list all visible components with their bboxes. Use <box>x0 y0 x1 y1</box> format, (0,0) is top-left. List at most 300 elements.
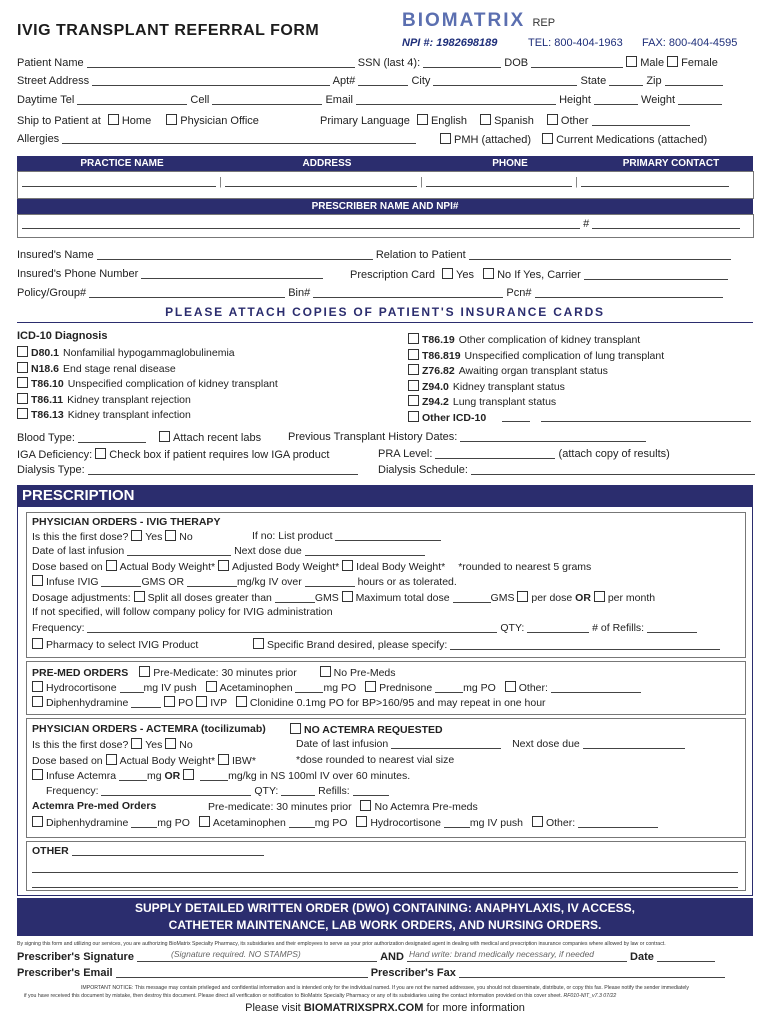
other-language-checkbox[interactable] <box>547 114 558 125</box>
hydrocortisone-field[interactable] <box>120 682 144 693</box>
icd-right-checkbox[interactable] <box>408 380 419 391</box>
female-checkbox[interactable] <box>667 56 678 67</box>
first-no-label: No <box>179 531 193 543</box>
icd-right-desc: Unspecified complication of lung transplant <box>464 349 665 362</box>
iga-checkbox[interactable] <box>95 448 106 459</box>
blood-type-label: Blood Type: <box>17 432 75 444</box>
prednisone-label: Prednisone <box>379 682 433 694</box>
max-total-field[interactable] <box>453 592 491 603</box>
clonidine-checkbox[interactable] <box>236 696 247 707</box>
icd-right-desc: Kidney transplant status <box>452 380 565 393</box>
tolerated-label: hours or as tolerated. <box>357 576 457 588</box>
last-infusion-field[interactable] <box>127 545 231 556</box>
allergies-field[interactable] <box>62 133 416 144</box>
no-premeds-label: No Pre-Meds <box>333 667 396 679</box>
pra-label: PRA Level: <box>378 448 433 460</box>
date-field[interactable] <box>657 951 715 962</box>
icd-right-code: Other ICD-10 <box>422 411 487 424</box>
act-last-infusion-row <box>296 738 685 750</box>
act-diphenhydramine-label: Diphenhydramine <box>46 817 129 829</box>
rx-card-yes-checkbox[interactable] <box>442 268 453 279</box>
consent-text: By signing this form and utilizing our services, you are authorizing BioMatrix Specialty Pharmacy, its subsidiaries and their employees to serve as your prior authorization designated agent in dealing with medical and prescription insurance companies where allowed by law or contract. <box>17 941 666 947</box>
transplant-history-row <box>288 431 646 443</box>
icd-left-desc: Nonfamilial hypogammaglobulinemia <box>63 347 235 359</box>
icd-right-desc: Awaiting organ transplant status <box>458 365 608 377</box>
adjusted-weight-label: Adjusted Body Weight* <box>232 561 340 573</box>
important-notice-1: IMPORTANT NOTICE: This message may contain privileged and confidential information and is intended only for the individual named. If you are not the named addressee, you should not disseminate, distribute, or copy this fax. Please notify the sender immediately <box>80 985 690 991</box>
frequency-field[interactable] <box>87 622 497 633</box>
other-field-3[interactable] <box>32 877 738 888</box>
state-field[interactable] <box>609 75 643 86</box>
practice-name-header: PRACTICE NAME <box>80 158 164 169</box>
daytime-tel-label: Daytime Tel <box>17 94 75 106</box>
frequency-label: Frequency: <box>32 622 85 634</box>
icd-right-item <box>408 349 664 365</box>
language-row <box>320 114 690 127</box>
policy-row <box>17 287 723 299</box>
pmh-checkbox[interactable] <box>440 133 451 144</box>
practice-address-field[interactable] <box>225 176 417 187</box>
act-dose-basis-row <box>32 754 256 767</box>
first-yes-checkbox[interactable] <box>131 530 142 541</box>
street-label: Street Address <box>17 75 90 87</box>
frequency-row <box>32 622 697 634</box>
rx-card-yes-label: Yes <box>456 269 474 281</box>
act-actual-weight-label: Actual Body Weight* <box>119 755 216 767</box>
policy-note: If not specified, will follow company policy for IVIG administration <box>32 606 333 618</box>
act-first-dose-label: Is this the first dose? <box>32 739 129 751</box>
logo-text: BIOMATRIX <box>402 10 526 31</box>
ship-label: Ship to Patient at <box>17 115 101 127</box>
refills-label: # of Refills: <box>592 622 645 634</box>
icd-left-code: T86.11 <box>31 393 64 406</box>
apt-field[interactable] <box>358 75 408 86</box>
max-total-label: Maximum total dose <box>355 592 450 604</box>
mgkg-label: mg/kg IV over <box>236 576 302 588</box>
npi-number: NPI #: 1982698189 <box>402 37 498 49</box>
round-5-note: *rounded to nearest 5 grams <box>458 561 592 573</box>
signature-field[interactable] <box>137 951 377 962</box>
icd-heading: ICD-10 Diagnosis <box>17 330 108 342</box>
email-field[interactable] <box>356 94 556 105</box>
icd-right-checkbox[interactable] <box>408 349 419 360</box>
pred-mg-po-label: mg PO <box>463 682 496 694</box>
street-field[interactable] <box>92 75 330 86</box>
no-premeds-checkbox[interactable] <box>320 666 331 677</box>
actemra-mg-label: mg <box>146 770 162 782</box>
act-last-infusion-field[interactable] <box>391 738 501 749</box>
icd-right-checkbox[interactable] <box>408 364 419 375</box>
form-title: IVIG TRANSPLANT REFERRAL FORM <box>17 22 320 39</box>
act-next-dose-field[interactable] <box>583 738 685 749</box>
dialysis-schedule-row <box>378 464 755 476</box>
icd-right-checkbox[interactable] <box>408 395 419 406</box>
next-dose-field[interactable] <box>305 545 425 556</box>
apt-label: Apt# <box>332 75 356 87</box>
split-gms-field[interactable] <box>275 592 315 603</box>
dwo-line-2: CATHETER MAINTENANCE, LAB WORK ORDERS, AND NURSING ORDERS. <box>168 918 602 932</box>
dob-field[interactable] <box>531 57 623 68</box>
actemra-mg-field[interactable] <box>119 770 147 781</box>
weight-field[interactable] <box>678 94 722 105</box>
other-title: OTHER <box>32 845 69 857</box>
website-link[interactable]: BIOMATRIXSPRX.COM <box>303 1002 424 1014</box>
important-notice-2 <box>24 993 616 999</box>
icd-right-desc: Other complication of kidney transplant <box>458 334 641 346</box>
physician-office-checkbox[interactable] <box>166 114 177 125</box>
act-first-no-checkbox[interactable] <box>165 738 176 749</box>
carrier-label: If Yes, Carrier <box>514 269 581 281</box>
actemra-premed-title: Actemra Pre-med Orders <box>32 800 157 812</box>
male-label: Male <box>640 57 665 69</box>
qty-field[interactable] <box>527 622 589 633</box>
other-icd-line <box>502 411 751 423</box>
act-premed-row <box>32 800 156 812</box>
pmh-label: PMH (attached) <box>454 134 532 146</box>
no-actemra-checkbox[interactable] <box>290 723 301 734</box>
rx-card-no-label: No <box>497 269 512 281</box>
pharmacy-select-label: Pharmacy to select IVIG Product <box>46 639 199 651</box>
ivp-label: IVP <box>210 697 227 709</box>
diphenhydramine-field[interactable] <box>131 697 161 708</box>
first-dose-label: Is this the first dose? <box>32 531 129 543</box>
act-acetaminophen-field[interactable] <box>289 817 315 828</box>
address-row <box>17 75 723 87</box>
act-qty-field[interactable] <box>281 785 315 796</box>
icd-left-item <box>17 408 278 424</box>
pharmacy-select-checkbox[interactable] <box>32 638 43 649</box>
icd-left-checkbox[interactable] <box>17 393 28 404</box>
acetaminophen-checkbox[interactable] <box>206 681 217 692</box>
act-other-label: Other: <box>545 817 576 829</box>
icd-left-code: T86.13 <box>31 409 64 421</box>
other-icd-code-field[interactable] <box>502 411 530 422</box>
actual-weight-checkbox[interactable] <box>106 560 117 571</box>
icd-right-code: Z76.82 <box>422 365 455 377</box>
icd-left-code: D80.1 <box>31 347 60 359</box>
icd-right-checkbox[interactable] <box>408 333 419 344</box>
patient-name-field[interactable] <box>87 57 355 68</box>
male-checkbox[interactable] <box>626 56 637 67</box>
ssn-label: SSN (last 4): <box>357 57 421 69</box>
visit-line <box>0 1002 770 1014</box>
relation-label: Relation to Patient <box>375 249 466 261</box>
premed-other-field[interactable] <box>551 682 641 693</box>
physician-office-label: Physician Office <box>180 115 259 127</box>
icd-right-code: T86.819 <box>422 349 461 362</box>
prednisone-field[interactable] <box>435 682 463 693</box>
premed-title: PRE-MED ORDERS <box>32 667 129 679</box>
infuse-ivig-checkbox[interactable] <box>32 575 43 586</box>
blood-row <box>17 431 261 444</box>
city-field[interactable] <box>433 75 577 86</box>
ideal-weight-label: Ideal Body Weight* <box>356 561 446 573</box>
act-hydrocortisone-checkbox[interactable] <box>356 816 367 827</box>
home-label: Home <box>121 115 152 127</box>
insured-phone-field[interactable] <box>141 268 323 279</box>
practice-fields: | | | <box>22 176 729 188</box>
vial-note: *dose rounded to nearest vial size <box>296 754 455 766</box>
icd-left-checkbox[interactable] <box>17 362 28 373</box>
premedicate-label: Pre-Medicate: 30 minutes prior <box>153 667 297 679</box>
english-checkbox[interactable] <box>417 114 428 125</box>
insured-name-field[interactable] <box>97 249 373 260</box>
no-actemra-row <box>290 723 443 736</box>
bin-field[interactable] <box>313 287 503 298</box>
icd-left-desc: Kidney transplant rejection <box>67 393 191 406</box>
premed-other-label: Other: <box>518 682 548 694</box>
handwrite-note: Hand write: brand medically necessary, if needed <box>408 949 595 959</box>
form-id: RF010-NIT_v7.3 07/22 <box>563 993 617 999</box>
next-dose-label: Next dose due <box>234 545 302 557</box>
specific-brand-checkbox[interactable] <box>253 638 264 649</box>
icd-left-desc: End stage renal disease <box>63 362 176 375</box>
visit-label: Please visit <box>245 1002 301 1014</box>
and-label: AND <box>380 951 404 963</box>
specific-brand-row <box>253 638 720 651</box>
phone-header: PHONE <box>492 158 528 169</box>
specific-brand-field[interactable] <box>450 639 720 650</box>
icd-right-checkbox[interactable] <box>408 411 419 422</box>
specific-brand-label: Specific Brand desired, please specify: <box>267 639 448 651</box>
act-first-no-label: No <box>179 739 193 751</box>
icd-left-checkbox[interactable] <box>17 408 28 419</box>
gms-or-label: GMS OR <box>141 576 185 588</box>
address-header: ADDRESS <box>302 158 352 169</box>
icd-left-item <box>17 377 278 393</box>
clonidine-label: Clonidine 0.1mg PO for BP>160/95 and may repeat in one hour <box>249 697 546 709</box>
prescriber-npi-field[interactable] <box>592 218 740 229</box>
premed-row3 <box>32 696 546 709</box>
prescriber-email-field[interactable] <box>116 967 368 978</box>
act-frequency-field[interactable] <box>101 785 251 796</box>
prescriber-name-field[interactable] <box>22 218 580 229</box>
prednisone-checkbox[interactable] <box>365 681 376 692</box>
last-infusion-label: Date of last infusion <box>32 545 125 557</box>
notice-2-text: if you have received this document by mistake, then destroy this document. Please direct all verification or notification to BioMatrix Specialty Pharmacy or any of its subsidiaries using the contact information provided on this cover sheet. <box>24 993 563 999</box>
other-field-2[interactable] <box>32 862 738 873</box>
practice-name-field[interactable] <box>22 176 216 187</box>
ibw-checkbox[interactable] <box>218 754 229 765</box>
ivig-mgkg-field[interactable] <box>187 576 237 587</box>
icd-right-code: T86.19 <box>422 334 455 346</box>
email-label: Email <box>325 94 353 106</box>
per-month-label: per month <box>607 592 656 604</box>
first-no-checkbox[interactable] <box>165 530 176 541</box>
rep-label: REP <box>532 17 556 29</box>
icd-left-item <box>17 362 278 378</box>
act-acet-mg-po-label: mg PO <box>314 817 348 829</box>
other-language-label: Other <box>560 115 589 127</box>
spanish-checkbox[interactable] <box>480 114 491 125</box>
spanish-label: Spanish <box>494 115 534 127</box>
diphenhydramine-label: Diphenhydramine <box>46 697 129 709</box>
prescriber-email-label: Prescriber's Email <box>17 967 113 979</box>
dialysis-row <box>17 464 358 476</box>
premed-row2 <box>32 681 641 694</box>
split-doses-checkbox[interactable] <box>134 591 145 602</box>
act-premed-drugs-row <box>32 816 658 829</box>
attach-cards-notice: PLEASE ATTACH COPIES OF PATIENT'S INSURANCE CARDS <box>165 305 605 319</box>
policy-field[interactable] <box>89 287 285 298</box>
daytime-tel-field[interactable] <box>77 94 187 105</box>
blood-type-field[interactable] <box>78 432 146 443</box>
attach-labs-checkbox[interactable] <box>159 431 170 442</box>
prescriber-fields <box>22 218 740 230</box>
icd-left-checkbox[interactable] <box>17 346 28 357</box>
icd-left-checkbox[interactable] <box>17 377 28 388</box>
list-product-field[interactable] <box>335 530 441 541</box>
dialysis-schedule-field[interactable] <box>471 464 755 475</box>
dwo-line-1: SUPPLY DETAILED WRITTEN ORDER (DWO) CONTAINING: ANAPHYLAXIS, IV ACCESS, <box>134 901 636 915</box>
hydrocortisone-checkbox[interactable] <box>32 681 43 692</box>
premedicate-checkbox[interactable] <box>139 666 150 677</box>
patient-name-label: Patient Name <box>17 57 84 69</box>
other-language-field[interactable] <box>592 115 690 126</box>
home-checkbox[interactable] <box>108 114 119 125</box>
icd-right-code: Z94.2 <box>422 396 449 408</box>
max-gms-label: GMS <box>490 592 515 604</box>
actemra-title-row <box>32 723 266 735</box>
ibw-label: IBW* <box>232 755 256 767</box>
act-frequency-label: Frequency: <box>46 785 99 797</box>
other-line-3 <box>32 877 738 889</box>
icd-right-item <box>408 333 664 349</box>
act-dose-based-label: Dose based on <box>32 755 103 767</box>
no-actemra-premeds-checkbox[interactable] <box>360 800 371 811</box>
act-qty-label: QTY: <box>254 785 279 797</box>
current-meds-checkbox[interactable] <box>542 133 553 144</box>
policy-label: Policy/Group# <box>17 287 87 299</box>
act-diphen-mg-po-label: mg PO <box>157 817 190 829</box>
iga-label: IGA Deficiency: <box>17 449 93 461</box>
ivig-first-dose-row <box>32 530 193 543</box>
ivig-gms-field[interactable] <box>101 576 141 587</box>
act-acetaminophen-label: Acetaminophen <box>212 817 286 829</box>
primary-contact-field[interactable] <box>581 176 729 187</box>
mg-iv-push-label: mg IV push <box>143 682 197 694</box>
cell-field[interactable] <box>212 94 322 105</box>
premed-other-checkbox[interactable] <box>505 681 516 692</box>
infuse-actemra-checkbox[interactable] <box>32 769 43 780</box>
transplant-history-label: Previous Transplant History Dates: <box>288 431 458 443</box>
act-diphenhydramine-checkbox[interactable] <box>32 816 43 827</box>
max-total-checkbox[interactable] <box>342 591 353 602</box>
for-info-label: for more information <box>426 1002 525 1014</box>
zip-label: Zip <box>646 75 662 87</box>
other-field-1[interactable] <box>72 845 264 856</box>
act-frequency-row <box>46 785 389 797</box>
act-diphenhydramine-field[interactable] <box>131 817 157 828</box>
insured-phone-row <box>17 268 323 280</box>
act-other-checkbox[interactable] <box>532 816 543 827</box>
zip-field[interactable] <box>665 75 723 86</box>
date-label: Date <box>630 951 654 963</box>
dosage-adjust-row <box>32 591 655 604</box>
iga-check-label: Check box if patient requires low IGA product <box>109 449 330 461</box>
ssn-field[interactable] <box>423 57 501 68</box>
act-hydrocortisone-field[interactable] <box>444 817 470 828</box>
transplant-history-field[interactable] <box>460 431 646 442</box>
act-first-yes-checkbox[interactable] <box>131 738 142 749</box>
dob-label: DOB <box>504 57 529 69</box>
icd-left-desc: Unspecified complication of kidney transplant <box>67 378 278 390</box>
rx-card-no-checkbox[interactable] <box>483 268 494 279</box>
dosage-adjustments-label: Dosage adjustments: <box>32 592 131 604</box>
refills-field[interactable] <box>647 622 697 633</box>
actual-weight-label: Actual Body Weight* <box>119 561 216 573</box>
allergies-row <box>17 133 416 145</box>
ivig-title: PHYSICIAN ORDERS - IVIG THERAPY <box>32 516 221 528</box>
actemra-mgkg-field[interactable] <box>200 770 228 781</box>
icd-left-desc: Kidney transplant infection <box>67 409 191 421</box>
act-hydrocortisone-label: Hydrocortisone <box>370 817 441 829</box>
prescriber-fax-label: Prescriber's Fax <box>370 967 456 979</box>
per-month-checkbox[interactable] <box>594 591 605 602</box>
act-refills-field[interactable] <box>353 785 389 796</box>
relation-field[interactable] <box>469 249 731 260</box>
practice-phone-field[interactable] <box>426 176 572 187</box>
no-actemra-label: NO ACTEMRA REQUESTED <box>304 724 443 736</box>
last-infusion-row <box>32 545 425 557</box>
pcn-field[interactable] <box>535 287 723 298</box>
list-product-label: If no: List product <box>252 530 333 542</box>
act-acetaminophen-checkbox[interactable] <box>199 816 210 827</box>
attachments-row <box>440 133 707 146</box>
pra-field[interactable] <box>435 448 555 459</box>
state-label: State <box>580 75 607 87</box>
signature-required-note: (Signature required. NO STAMPS) <box>171 949 301 959</box>
po-checkbox[interactable] <box>164 696 175 707</box>
per-dose-checkbox[interactable] <box>517 591 528 602</box>
pra-attach-label: (attach copy of results) <box>558 448 670 460</box>
infuse-ivig-row <box>32 575 457 588</box>
acetaminophen-field[interactable] <box>295 682 323 693</box>
allergies-label: Allergies <box>17 133 60 145</box>
no-actemra-premeds-label: No Actemra Pre-meds <box>374 801 478 813</box>
rx-card-row <box>350 268 728 281</box>
npi-hash-label: # <box>583 218 590 230</box>
dose-based-label: Dose based on <box>32 561 103 573</box>
ideal-weight-checkbox[interactable] <box>342 560 353 571</box>
icd-right-item <box>408 395 664 411</box>
ship-row <box>17 114 259 127</box>
actemra-mgkg-checkbox[interactable] <box>183 769 194 780</box>
brand-necessary-field[interactable] <box>407 951 627 962</box>
prescriber-fax-field[interactable] <box>459 967 725 978</box>
english-label: English <box>430 115 468 127</box>
act-mg-iv-push-label: mg IV push <box>469 817 524 829</box>
qty-label: QTY: <box>500 622 525 634</box>
product-row <box>32 638 198 651</box>
infuse-actemra-label: Infuse Actemra <box>46 770 117 782</box>
ivp-checkbox[interactable] <box>196 696 207 707</box>
dialysis-type-field[interactable] <box>88 464 358 475</box>
other-icd-desc-field[interactable] <box>541 411 751 422</box>
carrier-field[interactable] <box>584 269 728 280</box>
iga-row <box>17 448 329 461</box>
act-actual-weight-checkbox[interactable] <box>106 754 117 765</box>
or-label: OR <box>575 592 591 604</box>
act-other-field[interactable] <box>578 817 658 828</box>
primary-contact-header: PRIMARY CONTACT <box>622 158 720 169</box>
ivig-hours-field[interactable] <box>305 576 355 587</box>
height-field[interactable] <box>594 94 638 105</box>
icd-right-item <box>408 380 664 396</box>
adjusted-weight-checkbox[interactable] <box>218 560 229 571</box>
diphenhydramine-checkbox[interactable] <box>32 696 43 707</box>
phone-row <box>17 94 722 106</box>
